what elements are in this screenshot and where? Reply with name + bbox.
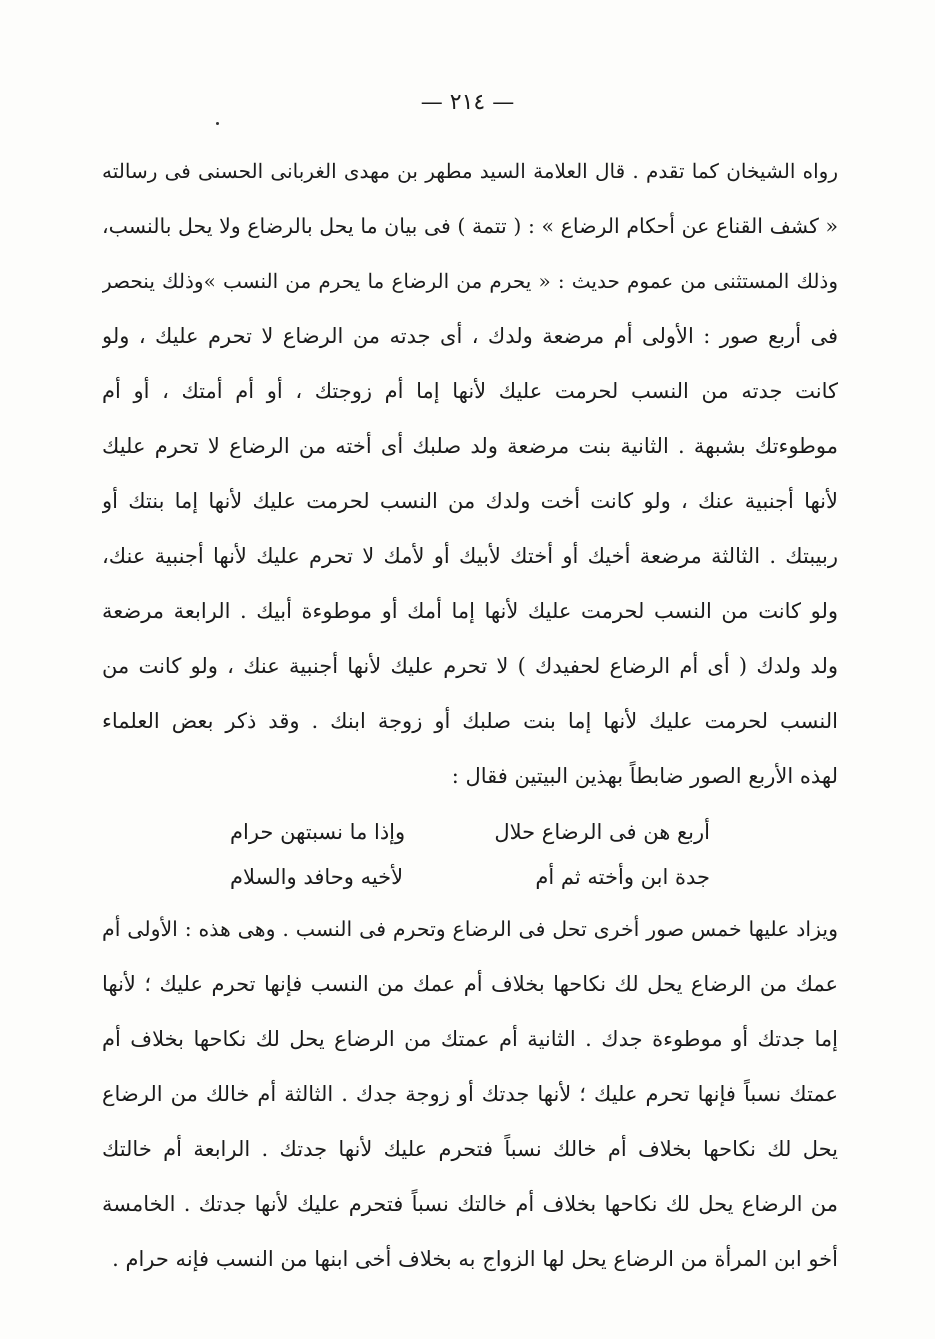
text-line: وذلك المستثنى من عموم حديث : « يحرم من الرضاع ما يحرم من النسب »وذلك ينحصر <box>102 269 838 293</box>
text-line: موطوءتك بشبهة . الثانية بنت مرضعة ولد صلبك أى أخته من الرضاع لا تحرم عليك <box>102 434 838 458</box>
paragraph-2 <box>102 902 838 1287</box>
page-number: — ٢١٤ — <box>420 90 515 115</box>
text-line: فى أربع صور : الأولى أم مرضعة ولدك ، أى جدته من الرضاع لا تحرم عليك ، ولو <box>102 324 838 348</box>
poem-second-hemistich: وإذا ما نسبتهن حرام <box>230 820 406 844</box>
poem-first-hemistich: جدة ابن وأخته ثم أم <box>535 865 710 889</box>
text-line: يحل لك نكاحها بخلاف أم خالك نسباً فتحرم عليك لأنها جدتك . الرابعة أم خالتك <box>102 1137 838 1161</box>
text-line: من الرضاع يحل لك نكاحها بخلاف أم خالتك نسباً فتحرم عليك لأنها جدتك . الخامسة <box>102 1192 838 1216</box>
text-line: رواه الشيخان كما تقدم . قال العلامة السيد مطهر بن مهدى الغربانى الحسنى فى رسالته <box>102 159 838 183</box>
poem-verse <box>230 810 710 855</box>
text-line: إما جدتك أو موطوءة جدك . الثانية أم عمتك من الرضاع يحل لك نكاحها بخلاف أم <box>102 1027 838 1051</box>
poem-second-hemistich: لأخيه وحافد والسلام <box>230 865 404 889</box>
text-line: لأنها أجنبية عنك ، ولو كانت أخت ولدك من النسب لحرمت عليك لأنها إما بنتك أو <box>102 489 838 513</box>
ink-speck <box>216 122 219 125</box>
poem-first-hemistich: أربع هن فى الرضاع حلال <box>494 820 710 844</box>
text-line: النسب لحرمت عليك لأنها إما بنت صلبك أو زوجة ابنك . وقد ذكر بعض العلماء <box>102 709 838 733</box>
text-line: ربيبتك . الثالثة مرضعة أخيك أو أختك لأبيك أو لأمك لا تحرم عليك لأنها أجنبية عنك، <box>102 544 838 568</box>
poem <box>102 804 838 906</box>
text-line: عمتك نسباً فإنها تحرم عليك ؛ لأنها جدتك أو زوجة جدك . الثالثة أم خالك من الرضاع <box>102 1082 838 1106</box>
text-line: ويزاد عليها خمس صور أخرى تحل فى الرضاع وتحرم فى النسب . وهى هذه : الأولى أم <box>102 917 838 941</box>
text-line: ولد ولدك ( أى أم الرضاع لحفيدك ) لا تحرم عليك لأنها أجنبية عنك ، ولو كانت من <box>102 654 838 678</box>
text-line: « كشف القناع عن أحكام الرضاع » : ( تتمة ) فى بيان ما يحل بالرضاع ولا يحل بالنسب، <box>102 214 838 238</box>
poem-verse <box>230 855 710 900</box>
text-line: لهذه الأربع الصور ضابطاً بهذين البيتين فقال : <box>451 764 838 788</box>
text-line: أخو ابن المرأة من الرضاع يحل لها الزواج به بخلاف أخى ابنها من النسب فإنه حرام . <box>112 1247 838 1271</box>
text-line: كانت جدته من النسب لحرمت عليك لأنها إما أم زوجتك ، أو أم أمتك ، أو أم <box>102 379 838 403</box>
text-line: ولو كانت من النسب لحرمت عليك لأنها إما أمك أو موطوءة أبيك . الرابعة مرضعة <box>102 599 838 623</box>
text-line: عمك من الرضاع يحل لك نكاحها بخلاف أم عمك من النسب فإنها تحرم عليك ؛ لأنها <box>102 972 838 996</box>
paragraph-1 <box>102 144 838 906</box>
